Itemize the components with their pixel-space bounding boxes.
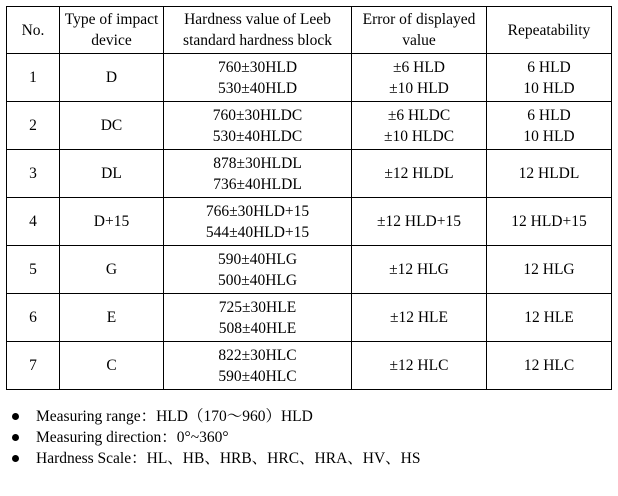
- cell-displayed-error: [352, 246, 487, 294]
- cell-displayed-error: [352, 198, 487, 246]
- cell-line: 590±40HLC: [218, 367, 297, 385]
- cell-line: 10 HLD: [523, 79, 575, 97]
- cell-line: 530±40HLDC: [212, 127, 303, 145]
- cell-impact-device: DL: [60, 150, 164, 198]
- hardness-spec-table: [6, 6, 612, 390]
- table-row: [7, 102, 612, 150]
- cell-no: 4: [7, 198, 60, 246]
- header-line: standard hardness block: [183, 32, 332, 49]
- cell-hardness-value: [164, 198, 352, 246]
- cell-line: ±6 HLDC: [387, 106, 451, 124]
- header-line: Error of displayed: [362, 11, 476, 28]
- cell-no: 6: [7, 294, 60, 342]
- header-line: Hardness value of Leeb: [184, 11, 331, 28]
- cell-hardness-value: [164, 54, 352, 102]
- cell-line: 766±30HLD+15: [205, 202, 310, 220]
- cell-no: 1: [7, 54, 60, 102]
- cell-line: ±12 HLG: [389, 261, 449, 278]
- header-hardness-value: [164, 7, 352, 54]
- cell-displayed-error: [352, 102, 487, 150]
- header-line: device: [91, 32, 132, 49]
- bullet-icon: [12, 434, 19, 441]
- cell-line: ±12 HLDL: [384, 165, 454, 182]
- table-row: [7, 54, 612, 102]
- cell-displayed-error: [352, 342, 487, 390]
- cell-impact-device: C: [60, 342, 164, 390]
- cell-repeatability: [487, 54, 612, 102]
- cell-displayed-error: [352, 150, 487, 198]
- cell-line: 508±40HLE: [218, 319, 297, 337]
- table-row: [7, 246, 612, 294]
- cell-line: 6 HLD: [527, 58, 571, 76]
- cell-line: 736±40HLDL: [213, 175, 302, 193]
- table-row: [7, 150, 612, 198]
- cell-repeatability: [487, 198, 612, 246]
- list-item-text: Measuring direction：0°~360°: [36, 429, 229, 446]
- cell-line: 760±30HLDC: [212, 106, 303, 124]
- cell-repeatability: [487, 342, 612, 390]
- table-body: [7, 54, 612, 390]
- header-displayed-error: [352, 7, 487, 54]
- cell-no: 3: [7, 150, 60, 198]
- cell-line: 12 HLG: [523, 261, 575, 278]
- cell-impact-device: D+15: [60, 198, 164, 246]
- header-repeatability: Repeatability: [487, 7, 612, 54]
- cell-no: 5: [7, 246, 60, 294]
- header-impact-device-type: [60, 7, 164, 54]
- cell-line: 544±40HLD+15: [205, 223, 310, 241]
- bullet-icon: [12, 455, 19, 462]
- cell-line: 12 HLDL: [518, 165, 580, 182]
- table-row: [7, 198, 612, 246]
- header-no: No.: [7, 7, 60, 54]
- cell-impact-device: DC: [60, 102, 164, 150]
- list-item: [10, 448, 420, 469]
- list-item-text: Measuring range：HLD（170～960）HLD: [36, 408, 313, 425]
- cell-line: ±12 HLC: [389, 357, 449, 374]
- header-line: value: [402, 32, 436, 49]
- header-line: Type of impact: [64, 11, 159, 28]
- cell-no: 2: [7, 102, 60, 150]
- list-item: [10, 406, 420, 427]
- cell-line: 12 HLE: [524, 309, 574, 326]
- table-row: [7, 342, 612, 390]
- cell-repeatability: [487, 246, 612, 294]
- cell-displayed-error: [352, 294, 487, 342]
- cell-line: 530±40HLD: [217, 79, 298, 97]
- cell-line: 12 HLD+15: [511, 213, 587, 230]
- cell-line: ±10 HLD: [389, 79, 449, 97]
- cell-hardness-value: [164, 246, 352, 294]
- cell-line: ±12 HLE: [389, 309, 448, 326]
- cell-line: 822±30HLC: [218, 346, 297, 364]
- cell-impact-device: G: [60, 246, 164, 294]
- cell-no: 7: [7, 342, 60, 390]
- cell-line: 590±40HLG: [217, 250, 298, 268]
- cell-line: ±10 HLDC: [383, 127, 455, 145]
- spec-bullet-list: [10, 406, 420, 469]
- table-header: [7, 7, 612, 54]
- bullet-icon: [12, 413, 19, 420]
- cell-hardness-value: [164, 294, 352, 342]
- cell-line: ±6 HLD: [393, 58, 445, 76]
- cell-repeatability: [487, 102, 612, 150]
- header-row: [7, 7, 612, 54]
- cell-line: ±12 HLD+15: [377, 213, 461, 230]
- cell-line: 6 HLD: [527, 106, 571, 124]
- cell-line: 760±30HLD: [217, 58, 298, 76]
- cell-repeatability: [487, 294, 612, 342]
- cell-line: 10 HLD: [523, 127, 575, 145]
- cell-impact-device: D: [60, 54, 164, 102]
- cell-hardness-value: [164, 102, 352, 150]
- cell-line: 725±30HLE: [218, 298, 297, 316]
- cell-hardness-value: [164, 150, 352, 198]
- cell-line: 12 HLC: [523, 357, 575, 374]
- cell-displayed-error: [352, 54, 487, 102]
- list-item-text: Hardness Scale：HL、HB、HRB、HRC、HRA、HV、HS: [36, 450, 421, 467]
- cell-hardness-value: [164, 342, 352, 390]
- cell-impact-device: E: [60, 294, 164, 342]
- table-row: [7, 294, 612, 342]
- cell-line: 878±30HLDL: [213, 154, 302, 172]
- cell-line: 500±40HLG: [217, 271, 298, 289]
- list-item: [10, 427, 420, 448]
- cell-repeatability: [487, 150, 612, 198]
